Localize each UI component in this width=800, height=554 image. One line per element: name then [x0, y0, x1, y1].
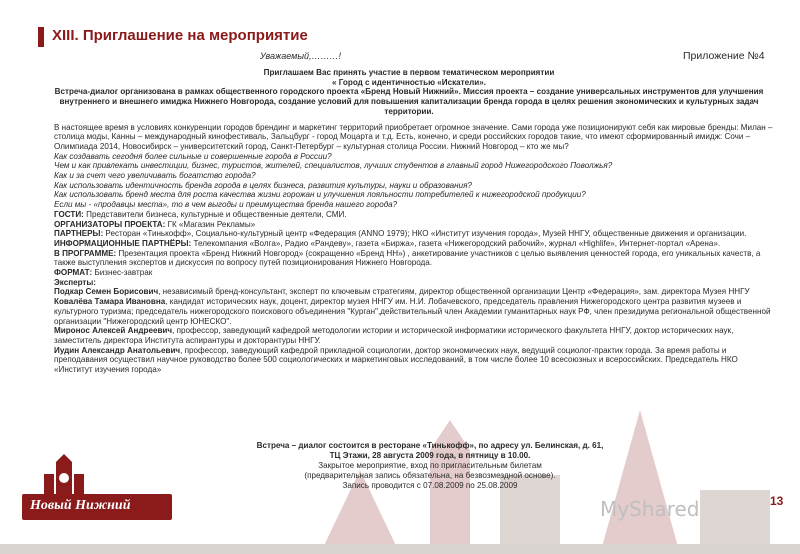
event-registration-note: (предварительная запись обязательна, на безвозмездной основе).: [304, 471, 556, 480]
event-venue: Встреча – диалог состоится в ресторане «Тинькофф», по адресу ул. Белинская, д. 61,: [256, 441, 604, 450]
format-line: [40, 268, 778, 278]
expert-entry: [40, 346, 778, 375]
question-item: Как создавать сегодня более сильные и совершенные города в России?: [54, 151, 332, 161]
event-details: [200, 441, 660, 491]
intro-line: Приглашаем Вас принять участие в первом тематическом мероприятии: [263, 68, 555, 77]
document-body: [40, 68, 778, 375]
organizers-line: [40, 220, 778, 230]
expert-name: Миронос Алексей Андреевич: [54, 326, 173, 336]
expert-entry: [40, 326, 778, 345]
intro-mission: Встреча-диалог организована в рамках общественного городского проекта «Бренд Новый Нижний». Миссия проекта – создание универсальных инструментов для улучшения внутреннего и внешнего имиджа Нижнего Новгорода, создание условий для повышения капитализации бренда города в целях решения экономических и культурных задач территории.: [54, 87, 764, 116]
experts-heading: Эксперты:: [54, 277, 97, 287]
partners-label: ПАРТНЕРЫ:: [54, 229, 104, 239]
title-accent-bar: [38, 27, 44, 47]
appendix-label: Приложение №4: [683, 50, 765, 62]
expert-entry: [40, 297, 778, 326]
question-item: Как использовать идентичность бренда города в целях бизнеса, развития культуры, науки и образования?: [54, 180, 472, 190]
kremlin-logo-icon: [34, 454, 94, 494]
expert-bio: , кандидат исторических наук, доцент, директор музея ННГУ им. Н.И. Лобачевского, председатель правления Нижегородского центра развития музеев и культурного туризма; председатель нижегородского поискового объединения "Курган",действительный член Академии гуманитарных наук РФ, член президиума региональной общественной организации "Нижегородский центр ЮНЕСКО".: [54, 297, 771, 326]
format-text: Бизнес-завтрак: [92, 268, 153, 278]
info-partners-text: Телекомпания «Волга», Радио «Рандеву», газета «Биржа», газета «Нижегородский рабочий», журнал «Highlife», Интернет-портал «Арена».: [191, 238, 721, 248]
expert-name: Иудин Александр Анатольевич: [54, 345, 181, 355]
logo: [14, 454, 174, 528]
organizers-label: ОРГАНИЗАТОРЫ ПРОЕКТА:: [54, 219, 166, 229]
expert-name: Подкар Семен Борисович: [54, 287, 159, 297]
top-bar: [0, 0, 800, 22]
guests-line: [40, 210, 778, 220]
program-line: [40, 249, 778, 268]
organizers-text: ГК «Магазин Рекламы»: [165, 219, 256, 229]
expert-bio: , профессор, заведующий кафедрой методологии истории и исторической информатики исторического факультета ННГУ, доктор исторических наук, заместитель директора Института аспирантуры и докторантуры ННГУ.: [54, 326, 734, 345]
guests-label: ГОСТИ:: [54, 209, 84, 219]
question-item: Как использовать бренд места для роста качества жизни горожан и улучшения лояльности потребителей к нижегородской продукции?: [54, 190, 586, 200]
partners-line: [40, 229, 778, 239]
question-item: Как и за счет чего увеличивать богатство города?: [54, 171, 256, 181]
event-date: ТЦ Этажи, 28 августа 2009 года, в пятницу в 10.00.: [329, 451, 531, 460]
intro-line: « Город с идентичностью «Искатели».: [332, 77, 486, 87]
format-label: ФОРМАТ:: [54, 268, 93, 278]
question-item: Если мы - «продавцы места», то в чем выгоды и преимущества бренда нашего города?: [54, 200, 398, 210]
partners-text: Ресторан «Тинькофф», Социально-культурный центр «Федерация (ANNO 1979); НКО «Институт изучения города», Музей ННГУ, общественные движения и организации.: [103, 229, 747, 239]
info-partners-line: [40, 239, 778, 249]
event-access: Закрытое мероприятие, вход по пригласительным билетам: [318, 461, 542, 470]
context-paragraph: В настоящее время в условиях конкуренции городов брендинг и маркетинг территорий приобретает огромное значение. Сами города уже позиционируют себя как мировые бренды: Милан – столица моды, Канны – международный кинофестиваль, Зальцбург - город Моцарта и т.д. Есть, конечно, и среди российских городов такие, что имеют сформированный имидж: Сочи – Олимпиада 2014, Новосибирск – университетский город, Санкт-Петербург – культурная столица России. Нижний Новгород – кто же мы?: [54, 122, 773, 151]
logo-text: Новый Нижний: [30, 498, 131, 513]
program-text: Презентация проекта «Бренд Нижний Новгород» (сокращенно «Бренд НН») , анкетирование участников с целью выявления ценностей города, его уникальных качеств, а также выступления экспертов и дискуссия по вопросу путей позиционирования Нижнего Новгорода.: [54, 248, 761, 268]
program-label: В ПРОГРАММЕ:: [54, 248, 117, 258]
page-title: XIII. Приглашение на мероприятие: [52, 27, 308, 44]
greeting: Уважаемый,………!: [260, 51, 341, 61]
expert-name: Ковалёва Тамара Ивановна: [54, 297, 166, 307]
page-number: 13: [770, 494, 784, 508]
info-partners-label: ИНФОРМАЦИОННЫЕ ПАРТНЁРЫ:: [54, 238, 192, 248]
event-registration-period: Запись проводится с 07.08.2009 по 25.08.2009: [342, 481, 518, 490]
guests-text: Представители бизнеса, культурные и общественные деятели, СМИ.: [83, 209, 347, 219]
question-item: Чем и как привлекать инвестиции, бизнес, туристов, жителей, специалистов, лучших студентов в главный город Нижегородского Поволжья?: [54, 161, 613, 171]
expert-bio: , независимый бренд-консультант, эксперт по ключевым стратегиям, директор общественной организации Центр «Федерация», зам. директора Музея ННГУ: [158, 287, 750, 297]
watermark: MyShared: [600, 497, 700, 521]
expert-bio: , профессор, заведующий кафедрой прикладной социологии, доктор экономических наук, ведущий социолог-практик города. За время работы и преподавания осуществил научное руководство более 500 социологических и маркетинговых исследований, в том числе более 10 всесоюзных и всероссийских. Председатель НКО «Институт изучения города»: [54, 345, 738, 375]
expert-entry: [40, 287, 778, 297]
bottom-bar: [0, 544, 800, 554]
